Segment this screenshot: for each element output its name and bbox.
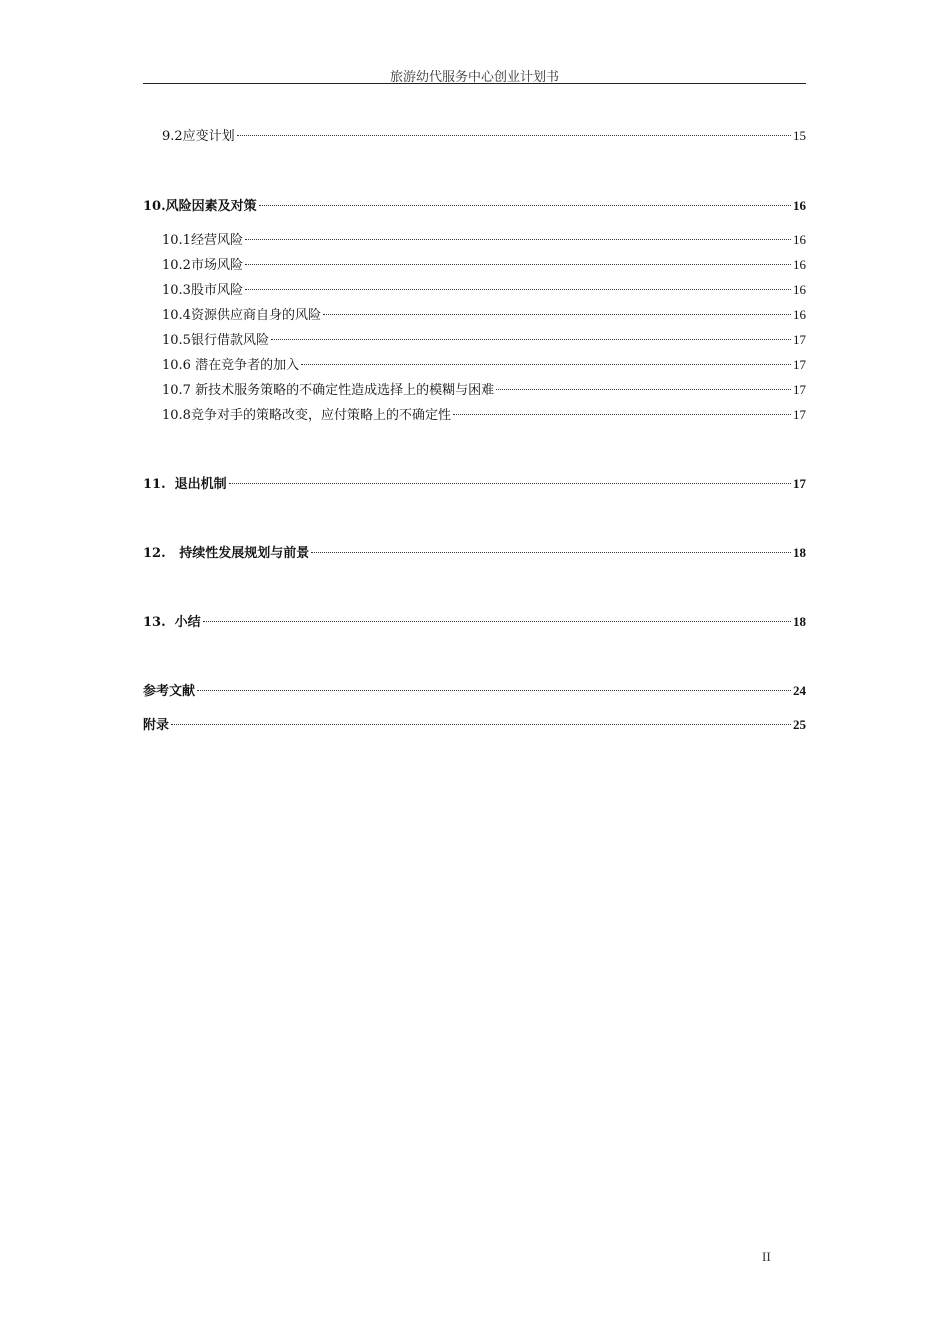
toc-entry-title: 10.风险因素及对策 — [143, 199, 257, 214]
toc-entry-title: 10.6 潜在竞争者的加入 — [162, 358, 300, 373]
toc-leader-dots — [203, 621, 791, 622]
footer-page-number: II — [762, 1249, 771, 1264]
toc-entry-title: 12. 持续性发展规划与前景 — [143, 546, 310, 561]
toc-leader-dots — [453, 414, 791, 415]
toc-page-number: 17 — [793, 382, 806, 397]
toc-page-number: 17 — [793, 476, 806, 491]
toc-entry-title: 10.5银行借款风险 — [162, 333, 269, 348]
toc-leader-dots — [171, 724, 791, 725]
toc-entry-10-1[interactable] — [162, 230, 806, 250]
toc-entry-10-2[interactable] — [162, 255, 806, 275]
toc-entry-10-6[interactable] — [162, 355, 806, 375]
toc-page-number: 17 — [793, 332, 806, 347]
toc-page-number: 16 — [793, 257, 806, 272]
toc-page-number: 16 — [793, 282, 806, 297]
toc-entry-13[interactable] — [143, 612, 806, 632]
toc-leader-dots — [245, 239, 791, 240]
toc-entry-title: 10.8竞争对手的策略改变，应付策略上的不确定性 — [162, 408, 451, 423]
toc-leader-dots — [237, 135, 791, 136]
toc-page-number: 17 — [793, 407, 806, 422]
toc-entry-title: 10.3股市风险 — [162, 283, 243, 298]
toc-leader-dots — [245, 289, 791, 290]
toc-page-number: 16 — [793, 307, 806, 322]
toc-entry-title: 10.7 新技术服务策略的不确定性造成选择上的模糊与困难 — [162, 383, 495, 398]
toc-leader-dots — [301, 364, 791, 365]
toc-page-number: 18 — [793, 545, 806, 560]
toc-leader-dots — [229, 483, 791, 484]
toc-entry-appendix[interactable] — [143, 715, 806, 735]
toc-page-number: 24 — [793, 683, 806, 698]
toc-leader-dots — [197, 690, 791, 691]
toc-leader-dots — [496, 389, 791, 390]
toc-page-number: 17 — [793, 357, 806, 372]
toc-entry-title: 10.4资源供应商自身的风险 — [162, 308, 321, 323]
toc-entry-references[interactable] — [143, 681, 806, 701]
toc-entry-title: 参考文献 — [143, 684, 196, 699]
running-header: 旅游幼代服务中心创业计划书 — [389, 70, 559, 85]
toc-entry-title: 11. 退出机制 — [143, 477, 227, 492]
toc-page-number: 16 — [793, 198, 806, 213]
toc-entry-title: 13. 小结 — [143, 615, 201, 630]
toc-entry-12[interactable] — [143, 543, 806, 563]
toc-entry-10-7[interactable] — [162, 380, 806, 400]
toc-entry-title: 10.1经营风险 — [162, 233, 243, 248]
toc-page-number: 18 — [793, 614, 806, 629]
toc-leader-dots — [323, 314, 791, 315]
toc-entry-title: 9.2应变计划 — [162, 129, 235, 144]
toc-entry-11[interactable] — [143, 474, 806, 494]
toc-page-number: 16 — [793, 232, 806, 247]
toc-entry-title: 附录 — [143, 718, 170, 733]
toc-entry-10[interactable] — [143, 196, 806, 216]
toc-entry-10-8[interactable] — [162, 405, 806, 425]
toc-leader-dots — [245, 264, 791, 265]
toc-entry-10-4[interactable] — [162, 305, 806, 325]
toc-page-number: 25 — [793, 717, 806, 732]
toc-entry-title: 10.2市场风险 — [162, 258, 243, 273]
toc-leader-dots — [259, 205, 791, 206]
toc-entry-10-3[interactable] — [162, 280, 806, 300]
toc-leader-dots — [311, 552, 791, 553]
toc-entry-10-5[interactable] — [162, 330, 806, 350]
toc-leader-dots — [271, 339, 791, 340]
toc-entry-9-2[interactable] — [162, 126, 806, 146]
toc-page-number: 15 — [793, 128, 806, 143]
header-rule — [143, 83, 806, 84]
